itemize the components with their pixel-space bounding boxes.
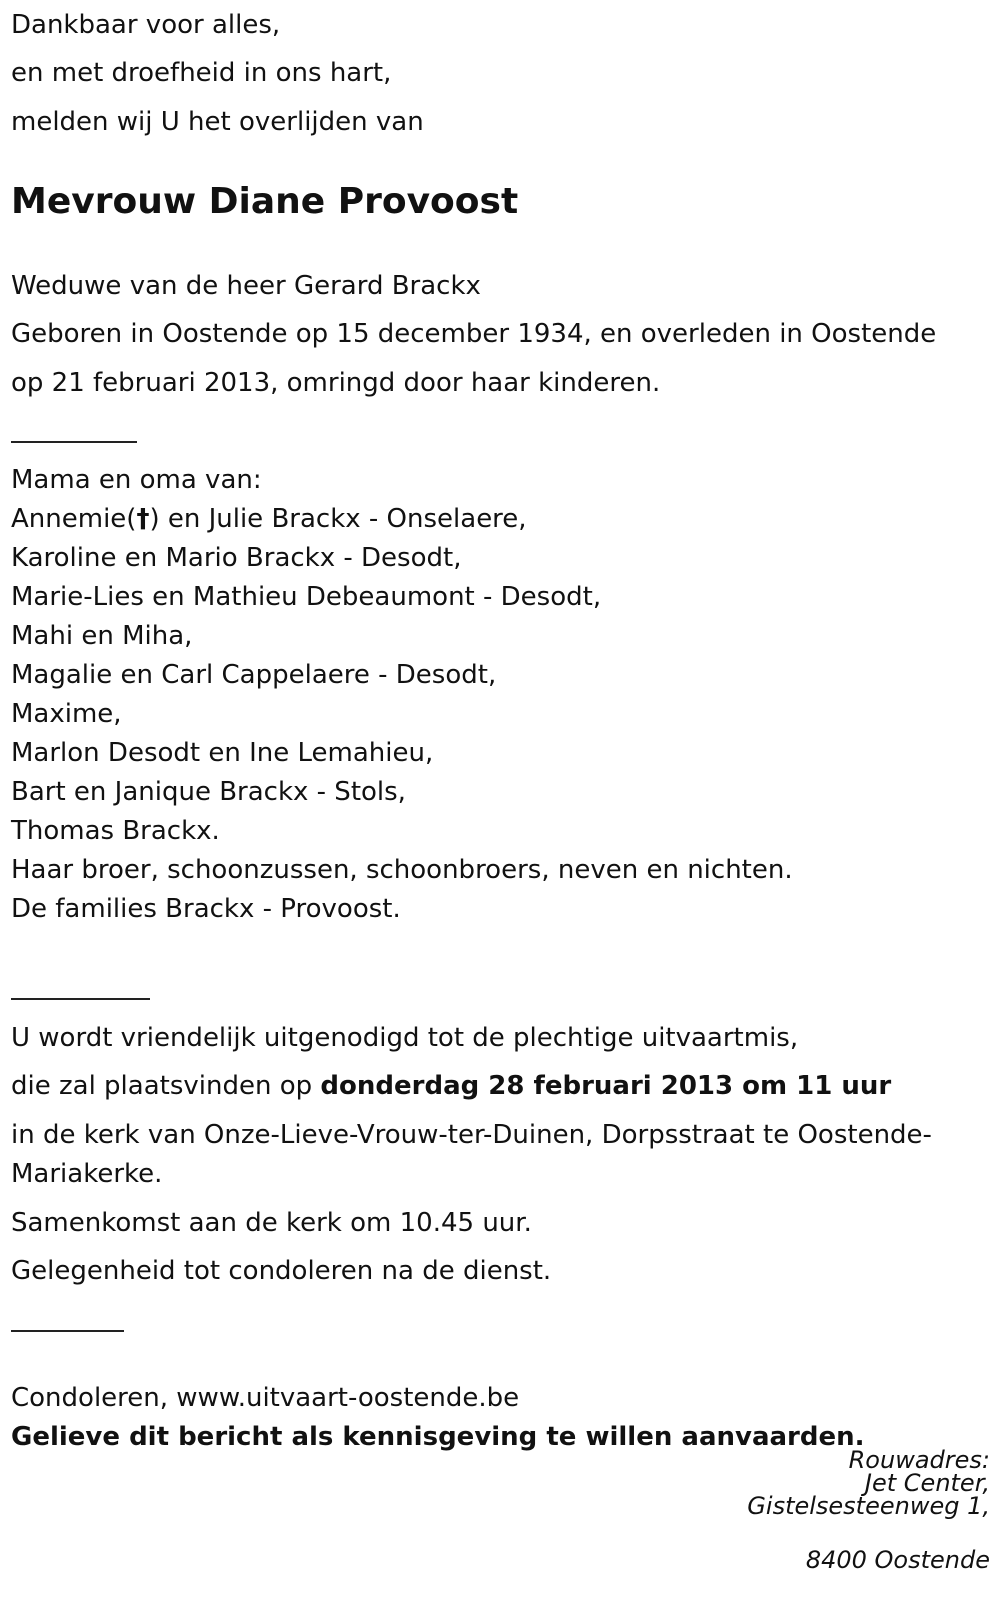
family-member: Marie-Lies en Mathieu Debeaumont - Desodt,	[11, 582, 602, 612]
family-heading: Mama en oma van:	[11, 465, 262, 495]
intro-line-2: en met droefheid in ons hart,	[11, 58, 392, 88]
address-line-3: 8400 Oostende	[805, 1546, 990, 1574]
address-line-1: Jet Center,	[864, 1469, 990, 1497]
divider	[11, 441, 137, 443]
family-member: Mahi en Miha,	[11, 621, 193, 651]
funeral-invite: U wordt vriendelijk uitgenodigd tot de plechtige uitvaartmis,	[11, 1023, 799, 1053]
birth-death-line-2: op 21 februari 2013, omringd door haar kinderen.	[11, 368, 661, 398]
family-member	[11, 506, 527, 532]
family-member: Maxime,	[11, 699, 122, 729]
birth-death-line-1: Geboren in Oostende op 15 december 1934, en overleden in Oostende	[11, 319, 937, 349]
family-member: Karoline en Mario Brackx - Desodt,	[11, 543, 462, 573]
divider	[11, 998, 150, 1000]
address-label: Rouwadres:	[848, 1446, 990, 1474]
funeral-date-bold: donderdag 28 februari 2013 om 11 uur	[320, 1071, 892, 1101]
condolence-after-service: Gelegenheid tot condoleren na de dienst.	[11, 1256, 552, 1286]
gathering-time: Samenkomst aan de kerk om 10.45 uur.	[11, 1208, 532, 1238]
family-member: Marlon Desodt en Ine Lemahieu,	[11, 738, 434, 768]
intro-line-3: melden wij U het overlijden van	[11, 107, 424, 137]
cross-icon: †	[136, 504, 150, 534]
family-member: De families Brackx - Provoost.	[11, 894, 401, 924]
family-member: Haar broer, schoonzussen, schoonbroers, neven en nichten.	[11, 855, 793, 885]
family-member: Bart en Janique Brackx - Stols,	[11, 777, 406, 807]
condolences-website: Condoleren, www.uitvaart-oostende.be	[11, 1383, 520, 1413]
intro-line-1: Dankbaar voor alles,	[11, 10, 281, 40]
funeral-location-1: in de kerk van Onze-Lieve-Vrouw-ter-Duinen, Dorpsstraat te Oostende-	[11, 1120, 932, 1150]
funeral-date-prefix: die zal plaatsvinden op	[11, 1071, 321, 1101]
funeral-location-2: Mariakerke.	[11, 1159, 163, 1189]
family-member: Thomas Brackx.	[11, 816, 220, 846]
family-member-name-part: ) en Julie Brackx - Onselaere,	[149, 504, 527, 534]
divider	[11, 1330, 124, 1332]
deceased-name: Mevrouw Diane Provoost	[11, 181, 519, 222]
family-member-name-part: Annemie(	[11, 504, 137, 534]
address-line-2: Gistelsesteenweg 1,	[747, 1492, 990, 1520]
funeral-date	[11, 1073, 891, 1099]
notice-text: Gelieve dit bericht als kennisgeving te willen aanvaarden.	[11, 1422, 865, 1452]
widow-of-line: Weduwe van de heer Gerard Brackx	[11, 271, 481, 301]
family-member: Magalie en Carl Cappelaere - Desodt,	[11, 660, 497, 690]
